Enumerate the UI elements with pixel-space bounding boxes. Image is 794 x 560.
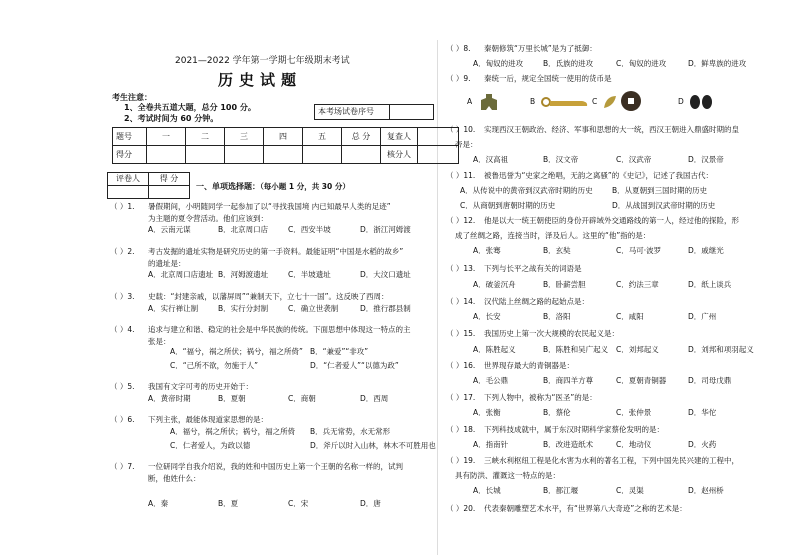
answer-option[interactable]: B．都江堰 — [543, 486, 579, 495]
question-stem: 一位研同学自我介绍说，我的姓和中国历史上第一个王朝的名称一样的，试判 — [148, 462, 403, 471]
question-number: （ ）6. — [110, 415, 135, 424]
question-number: （ ）3. — [110, 292, 135, 301]
answer-option[interactable]: A．福兮，祸之所伏；祸兮，福之所倚 — [170, 427, 296, 436]
answer-option[interactable]: D．汉景帝 — [688, 155, 724, 164]
answer-option[interactable]: D．广州 — [688, 312, 717, 321]
answer-option[interactable]: C．汉武帝 — [616, 155, 652, 164]
score-input[interactable] — [342, 146, 381, 164]
question-stem: 世界现存最大的青铜器是： — [484, 361, 574, 370]
answer-option[interactable]: D．西周 — [360, 394, 389, 403]
subject-title: 历史试题 — [218, 71, 303, 89]
answer-option[interactable]: C．咸阳 — [616, 312, 644, 321]
question-stem: 史载：“封建亲戚，以藩屏周”“兼制天下，立七十一国”。这反映了西周： — [148, 292, 389, 301]
question-stem: 秦朝修筑“万里长城”是为了抵御： — [484, 44, 597, 53]
answer-option[interactable]: D．“仁者爱人”“以德为政” — [310, 361, 399, 370]
answer-option[interactable]: A．张衡 — [473, 408, 501, 417]
answer-option[interactable]: D．戚继光 — [688, 246, 724, 255]
question-number: （ ）14. — [446, 297, 476, 306]
grader-box — [107, 172, 190, 199]
answer-option[interactable]: A．秦 — [148, 499, 169, 508]
score-input[interactable] — [418, 146, 459, 164]
question-number: （ ）13. — [446, 264, 476, 273]
exam-title: 2021—2022 学年第一学期七年级期末考试 — [175, 56, 350, 66]
grader-input[interactable] — [108, 186, 149, 199]
answer-option[interactable]: B．“兼爱”“非攻” — [310, 347, 369, 356]
notice-item-2: 2、考试时间为 60 分钟。 — [124, 114, 219, 123]
shell-coin-icon — [602, 94, 618, 110]
answer-option[interactable]: A．黄帝时期 — [148, 394, 191, 403]
question-stem: 的遗址是： — [148, 259, 186, 268]
question-stem: 具有防洪、灌溉这一特点的是： — [455, 471, 560, 480]
question-number: （ ）15. — [446, 329, 476, 338]
question-number: （ ）17. — [446, 393, 476, 402]
answer-option[interactable]: A．从传说中的黄帝到汉武帝时期的历史 — [460, 186, 593, 195]
score-input[interactable] — [264, 146, 303, 164]
score-cell: 四 — [264, 128, 303, 146]
question-stem: 成了丝绸之路，连接当时，泽及后人。这里的“他”指的是： — [455, 231, 651, 240]
knife-coin-icon — [540, 95, 588, 109]
coin-label-a: A — [467, 97, 473, 106]
score-cell: 一 — [147, 128, 186, 146]
score-input[interactable] — [303, 146, 342, 164]
question-stem: 三峡水利枢纽工程是化水害为水利的著名工程，下列中国先民兴建的工程中， — [484, 456, 739, 465]
section-note: （每小题 1 分，共 30 分） — [260, 182, 350, 191]
answer-option[interactable]: B．河姆渡遗址 — [218, 270, 269, 279]
answer-option[interactable]: D．从战国到汉武帝时期的历史 — [612, 201, 716, 210]
question-stem: 张是： — [148, 337, 171, 346]
answer-option[interactable]: C．马可·波罗 — [616, 246, 662, 255]
question-stem: 断，他姓什么： — [148, 474, 201, 483]
answer-option[interactable]: A．毛公鼎 — [473, 376, 509, 385]
answer-option[interactable]: C．商朝 — [288, 394, 316, 403]
question-stem: 秦统一后，规定全国统一使用的货币是 — [484, 74, 612, 83]
answer-option[interactable]: B．北京周口店 — [218, 225, 269, 234]
score-input[interactable] — [186, 146, 225, 164]
score-cell: 总 分 — [342, 128, 381, 146]
answer-option[interactable]: C．从商朝到唐朝时期的历史 — [460, 201, 556, 210]
question-stem: 考古发掘的遗址实物是研究历史的第一手资料。最能证明“中国是水稻的故乡” — [148, 247, 404, 256]
answer-option[interactable]: C．地动仪 — [616, 440, 652, 449]
question-stem: 我国历史上第一次大规模的农民起义是： — [484, 329, 619, 338]
answer-option[interactable]: C．约法三章 — [616, 280, 659, 289]
answer-option[interactable]: B．从夏朝到三国时期的历史 — [612, 186, 708, 195]
grader-score-label: 得 分 — [149, 173, 190, 186]
answer-option[interactable]: D．斧斤以时入山林，林木不可胜用也 — [310, 441, 436, 450]
answer-option[interactable]: A．云南元谋 — [148, 225, 191, 234]
question-number: （ ）7. — [110, 462, 135, 471]
question-stem: 追求与建立和谐、稳定的社会是中华民族的传统。下面思想中体现这一特点的主 — [148, 325, 411, 334]
question-number: （ ）10. — [446, 125, 476, 134]
answer-option[interactable]: D．司母戊鼎 — [688, 376, 732, 385]
question-stem: 代表秦朝雕塑艺术水平，有“世界第八大奇迹”之称的艺术是： — [484, 504, 687, 513]
coin-label-b: B — [530, 97, 536, 106]
answer-option[interactable]: C．刘邦起义 — [616, 345, 659, 354]
answer-option[interactable]: D．浙江河姆渡 — [360, 225, 411, 234]
question-number: （ ）16. — [446, 361, 476, 370]
answer-option[interactable]: A．陈胜起义 — [473, 345, 516, 354]
answer-option[interactable]: D．纸上谈兵 — [688, 280, 732, 289]
notice-item-1: 1、全卷共五道大题，总分 100 分。 — [124, 103, 256, 112]
score-cell: 得分 — [113, 146, 147, 164]
answer-option[interactable]: A．长安 — [473, 312, 501, 321]
answer-option[interactable]: C．匈奴的进攻 — [616, 59, 667, 68]
answer-option[interactable]: B．兵无常势，水无常形 — [310, 427, 391, 436]
answer-option[interactable]: B．卧薪尝胆 — [543, 280, 586, 289]
question-stem: 下列科技成就中，属于东汉时期科学家蔡伦发明的是： — [484, 425, 664, 434]
question-stem: 实现西汉王朝政治、经济、军事和思想的大一统，西汉王朝进入鼎盛时期的皇 — [484, 125, 739, 134]
answer-option[interactable]: C．夏朝青铜器 — [616, 376, 667, 385]
notice-heading: 考生注意： — [112, 93, 152, 102]
question-stem: 被鲁迅誉为“史家之绝唱，无韵之离骚”的《史记》，记述了我国古代： — [484, 171, 714, 180]
coin-label-c: C — [592, 97, 598, 106]
exam-number-box[interactable] — [314, 104, 434, 120]
question-number: （ ）20. — [446, 504, 476, 513]
answer-option[interactable]: C．半坡遗址 — [288, 270, 331, 279]
answer-option[interactable]: B．商四羊方尊 — [543, 376, 594, 385]
answer-option[interactable]: D．火药 — [688, 440, 717, 449]
answer-option[interactable]: C．宋 — [288, 499, 309, 508]
question-stem: 下列人物中，被称为“医圣”的是： — [484, 393, 597, 402]
coin-label-d: D — [678, 97, 684, 106]
banliang-coin-icon — [620, 90, 642, 112]
score-cell: 三 — [225, 128, 264, 146]
answer-option[interactable]: D．华佗 — [688, 408, 717, 417]
question-number: （ ）19. — [446, 456, 476, 465]
answer-option[interactable]: D．鲜卑族的进攻 — [688, 59, 747, 68]
column-divider — [437, 40, 438, 555]
answer-option[interactable]: D．赵州桥 — [688, 486, 724, 495]
answer-option[interactable]: B．玄奘 — [543, 246, 571, 255]
exam-number-label: 本考场试卷序号 — [318, 107, 374, 116]
answer-option[interactable]: A．匈奴的进攻 — [473, 59, 524, 68]
question-number: （ ）2. — [110, 247, 135, 256]
answer-option[interactable]: B．夏朝 — [218, 394, 246, 403]
question-stem: 汉代陆上丝绸之路的起始点是： — [484, 297, 589, 306]
grader-score-input[interactable] — [149, 186, 190, 199]
question-number: （ ）8. — [446, 44, 471, 53]
answer-option[interactable]: A．破釜沉舟 — [473, 280, 516, 289]
answer-option[interactable]: C．张仲景 — [616, 408, 652, 417]
answer-option[interactable]: A．长城 — [473, 486, 501, 495]
answer-option[interactable]: B．陈胜和吴广起义 — [543, 345, 609, 354]
answer-option[interactable]: B．改进造纸术 — [543, 440, 594, 449]
question-stem: 帝是： — [455, 140, 478, 149]
answer-option[interactable]: D．唐 — [360, 499, 381, 508]
question-stem: 我国有文字可考的历史开始于： — [148, 382, 253, 391]
score-cell: 二 — [186, 128, 225, 146]
question-number: （ ）9. — [446, 74, 471, 83]
answer-option[interactable]: A．汉高祖 — [473, 155, 509, 164]
answer-option[interactable]: B．汉文帝 — [543, 155, 579, 164]
question-number: （ ）4. — [110, 325, 135, 334]
score-cell: 五 — [303, 128, 342, 146]
question-stem: 暑假期间，小明随同学一起参加了以“寻找我国境 内已知最早人类的足迹” — [148, 202, 391, 211]
answer-option[interactable]: A．指南针 — [473, 440, 509, 449]
section-heading — [196, 182, 350, 192]
question-number: （ ）18. — [446, 425, 476, 434]
score-input[interactable] — [225, 146, 264, 164]
score-input[interactable] — [147, 146, 186, 164]
question-stem: 下列主张，最能体现道家思想的是： — [148, 415, 268, 424]
answer-option[interactable]: C．确立世袭制 — [288, 304, 339, 313]
ant-nose-coin-icon — [688, 93, 714, 111]
score-cell: 核分人 — [381, 146, 418, 164]
question-stem: 他是以大一统王朝使臣的身份开辟域外交通路线的第一人，经过他的探险，形 — [484, 216, 739, 225]
question-number: （ ）1. — [110, 202, 135, 211]
answer-option[interactable]: C．灵渠 — [616, 486, 644, 495]
score-cell: 题号 — [113, 128, 147, 146]
score-table — [112, 127, 459, 164]
answer-option[interactable]: A．“福兮，祸之所伏；祸兮，福之所倚” — [170, 347, 303, 356]
answer-option[interactable]: B．蔡伦 — [543, 408, 571, 417]
answer-option[interactable]: C．西安半坡 — [288, 225, 331, 234]
answer-option[interactable]: D．大汶口遗址 — [360, 270, 411, 279]
question-stem: 下列与长平之战有关的词语是 — [484, 264, 582, 273]
answer-option[interactable]: C．仁者爱人，为政以德 — [170, 441, 251, 450]
question-stem: 为主题的夏令营活动。他们应该到： — [148, 214, 268, 223]
answer-option[interactable]: D．刘邦和项羽起义 — [688, 345, 754, 354]
question-number: （ ）5. — [110, 382, 135, 391]
answer-option[interactable]: B．夏 — [218, 499, 239, 508]
section-title: 一、单项选择题： — [196, 182, 260, 191]
answer-option[interactable]: A．北京周口店遗址 — [148, 270, 214, 279]
question-number: （ ）12. — [446, 216, 476, 225]
answer-option[interactable]: B．实行分封制 — [218, 304, 269, 313]
answer-option[interactable]: B．氐族的进攻 — [543, 59, 594, 68]
spade-coin-icon — [478, 92, 500, 112]
score-cell: 复查人 — [381, 128, 418, 146]
answer-option[interactable]: A．张骞 — [473, 246, 501, 255]
answer-option[interactable]: B．洛阳 — [543, 312, 571, 321]
answer-option[interactable]: C．“己所不欲，勿施于人” — [170, 361, 259, 370]
question-number: （ ）11. — [446, 171, 476, 180]
answer-option[interactable]: D．推行郡县制 — [360, 304, 411, 313]
answer-option[interactable]: A．实行禅让制 — [148, 304, 199, 313]
grader-label: 评卷人 — [108, 173, 149, 186]
